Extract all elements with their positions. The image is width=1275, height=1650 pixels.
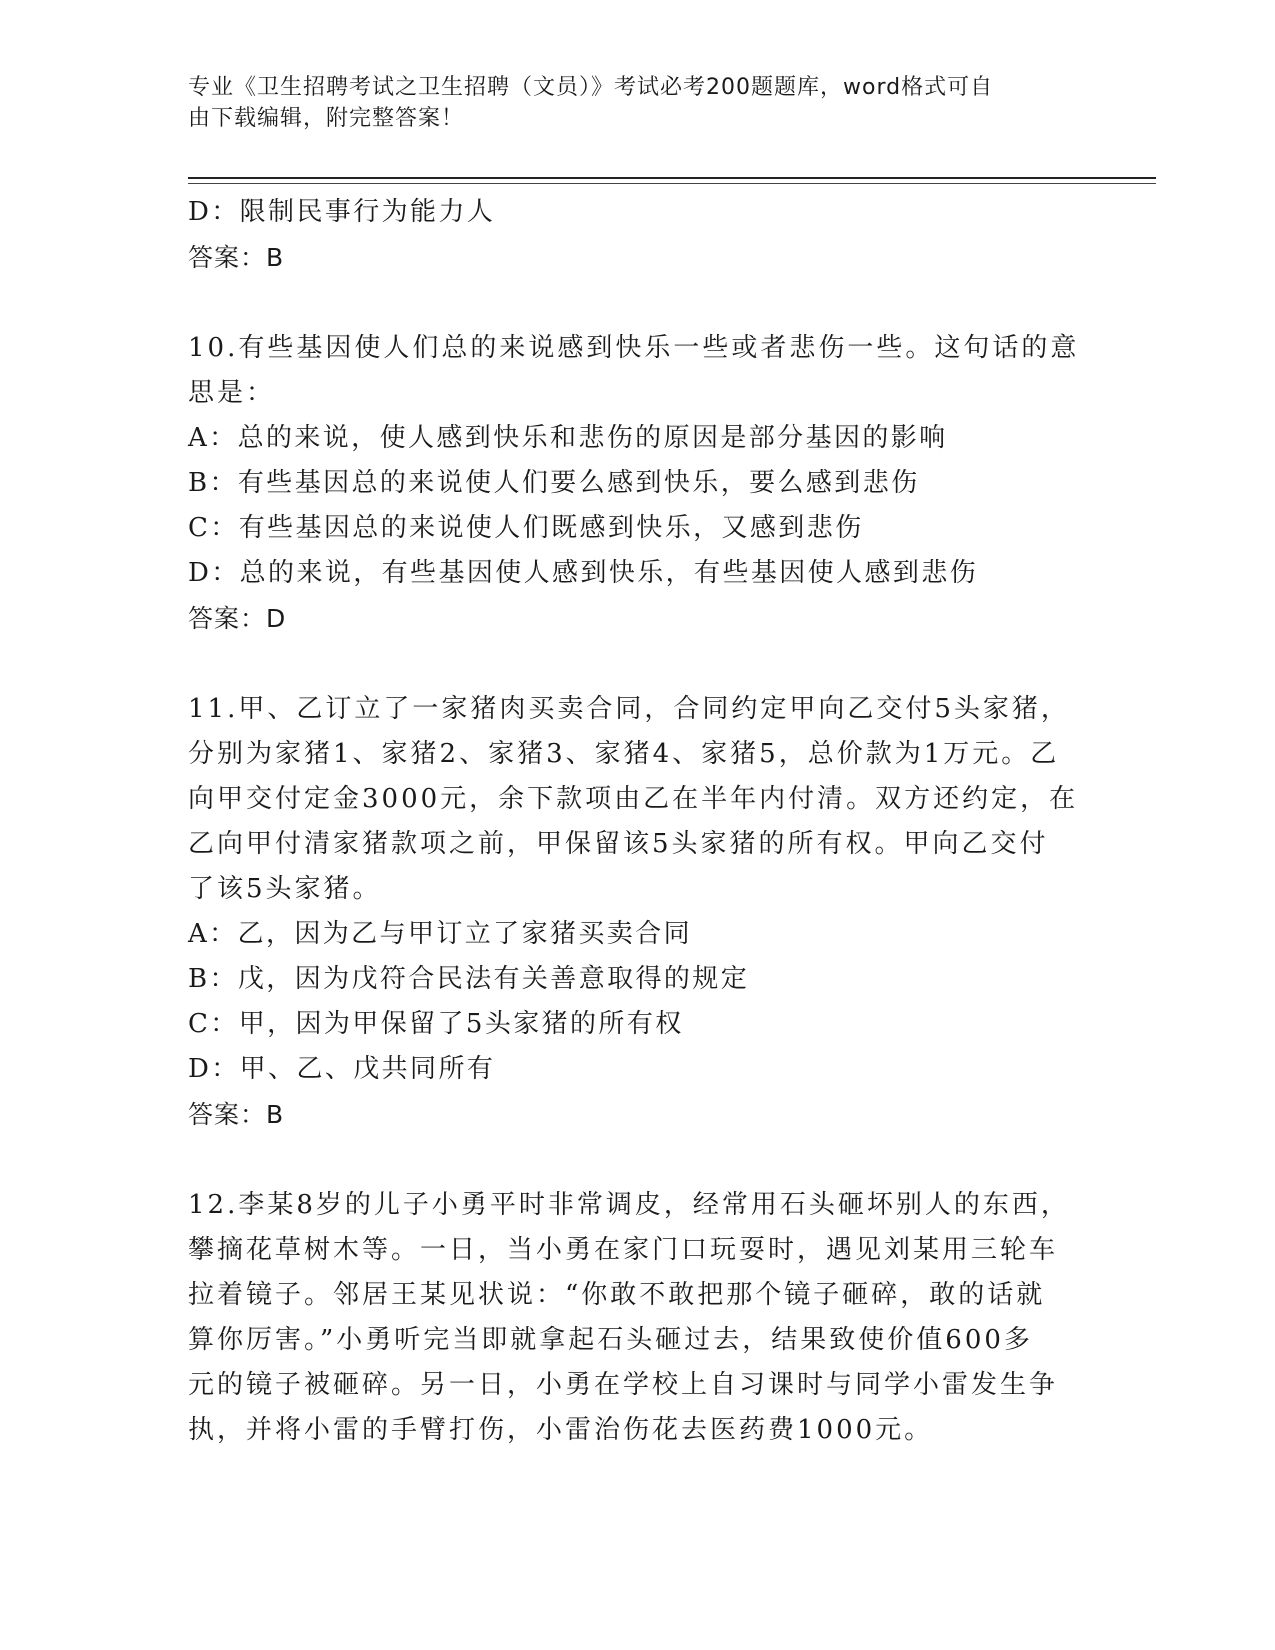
option-a: A：乙，因为乙与甲订立了家猪买卖合同 <box>188 919 692 949</box>
stem-line: 元的镜子被砸碎。另一日，小勇在学校上自习课时与同学小雷发生争 <box>188 1370 1059 1400</box>
spacer <box>188 280 1088 326</box>
stem-line: 拉着镜子。邻居王某见状说：“你敢不敢把那个镜子砸碎，敢的话就 <box>188 1280 1046 1310</box>
stem-line: 12.李某8岁的儿子小勇平时非常调皮，经常用石头砸坏别人的东西， <box>188 1190 1070 1220</box>
stem-line: 乙向甲付清家猪款项之前，甲保留该5头家猪的所有权。甲向乙交付 <box>188 829 1049 859</box>
stem-line: 思是： <box>188 378 276 408</box>
stem-line: 分别为家猪1、家猪2、家猪3、家猪4、家猪5，总价款为1万元。乙 <box>188 739 1060 769</box>
stem-line: 了该5头家猪。 <box>188 874 382 904</box>
stem-line: 攀摘花草树木等。一日，当小勇在家门口玩耍时，遇见刘某用三轮车 <box>188 1235 1059 1265</box>
header-rule-thin <box>188 183 1156 184</box>
option-a: A：总的来说，使人感到快乐和悲伤的原因是部分基因的影响 <box>188 423 948 453</box>
spacer <box>188 1137 1088 1183</box>
question-stem <box>188 1183 1088 1453</box>
question-12 <box>188 1183 1088 1453</box>
option-b: B：有些基因总的来说使人们要么感到快乐，要么感到悲伤 <box>188 468 920 498</box>
answer-line: 答案：B <box>188 1100 285 1129</box>
option-b: B：戊，因为戊符合民法有关善意取得的规定 <box>188 964 750 994</box>
header-line-1: 专业《卫生招聘考试之卫生招聘（文员）》考试必考200题题库，word格式可自 <box>188 75 994 100</box>
question-10 <box>188 326 1088 641</box>
answer-line: 答案：B <box>188 243 285 272</box>
page-header <box>188 72 1068 134</box>
stem-line: 执，并将小雷的手臂打伤，小雷治伤花去医药费1000元。 <box>188 1415 934 1445</box>
stem-line: 算你厉害。”小勇听完当即就拿起石头砸过去，结果致使价值600多 <box>188 1325 1033 1355</box>
option-d: D：甲、乙、戊共同所有 <box>188 1054 496 1084</box>
question-stem <box>188 687 1088 912</box>
option-d: D：总的来说，有些基因使人感到快乐，有些基因使人感到悲伤 <box>188 558 979 588</box>
stem-line: 向甲交付定金3000元，余下款项由乙在半年内付清。双方还约定，在 <box>188 784 1079 814</box>
spacer <box>188 641 1088 687</box>
option-c: C：甲，因为甲保留了5头家猪的所有权 <box>188 1009 684 1039</box>
document-content <box>188 190 1088 1453</box>
header-line-2: 由下载编辑，附完整答案！ <box>188 106 465 131</box>
question-11 <box>188 687 1088 1137</box>
answer-line: 答案：D <box>188 604 287 633</box>
option-d: D：限制民事行为能力人 <box>188 197 496 227</box>
question-stem <box>188 326 1088 416</box>
stem-line: 11.甲、乙订立了一家猪肉买卖合同，合同约定甲向乙交付5头家猪， <box>188 694 1070 724</box>
header-rule-thick <box>188 177 1156 179</box>
stem-line: 10.有些基因使人们总的来说感到快乐一些或者悲伤一些。这句话的意 <box>188 333 1080 363</box>
option-c: C：有些基因总的来说使人们既感到快乐，又感到悲伤 <box>188 513 864 543</box>
